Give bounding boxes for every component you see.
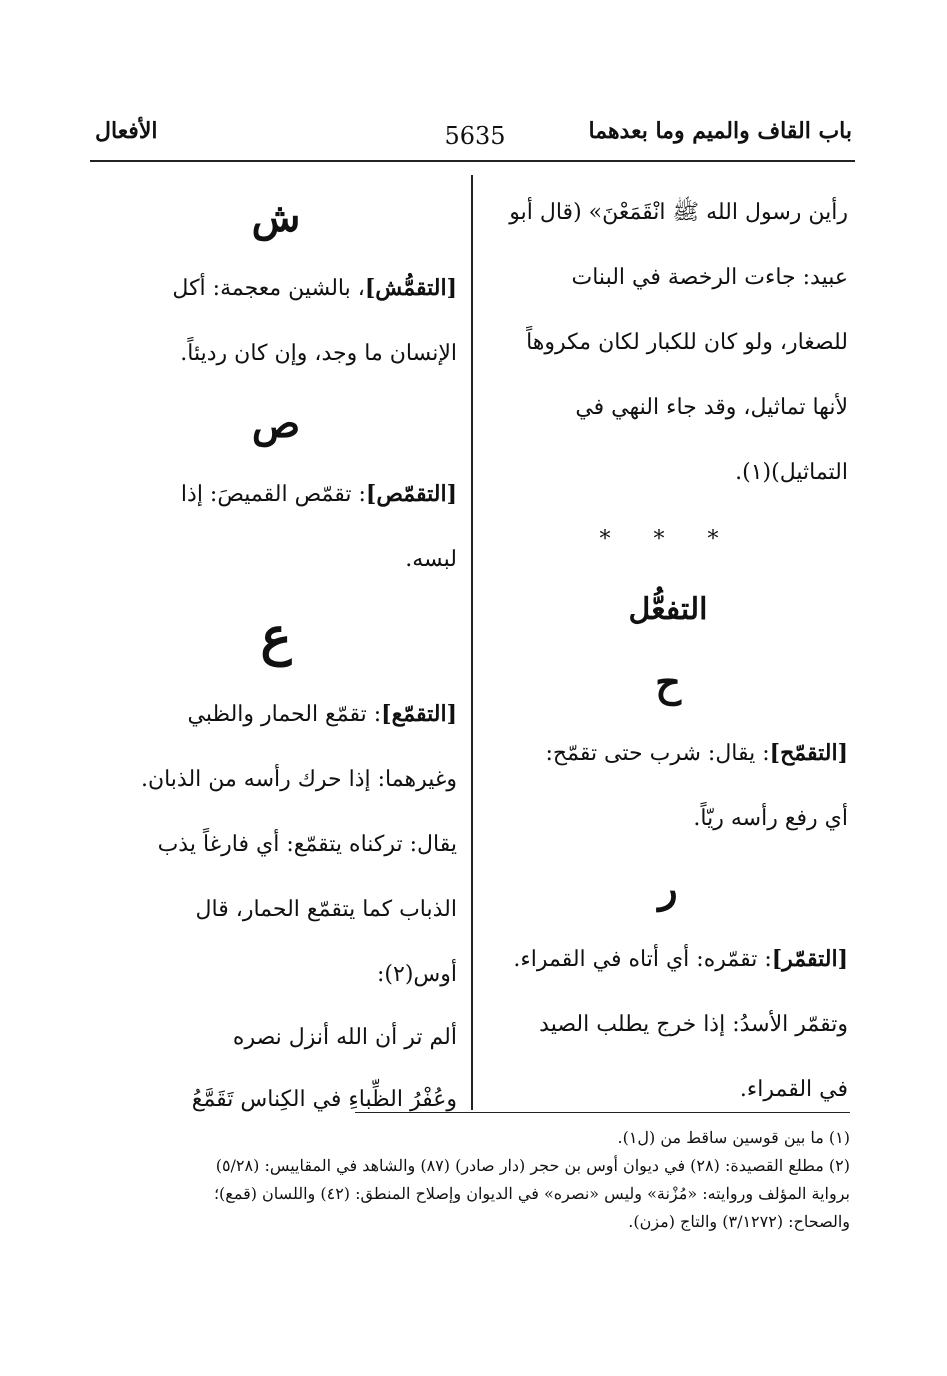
text-line: عبيد: جاءت الرخصة في البنات bbox=[571, 265, 848, 290]
entry-line bbox=[95, 462, 457, 527]
entry-line: في القمراء. bbox=[739, 1077, 848, 1102]
footnote: (١) ما بين قوسين ساقط من (ل١). bbox=[617, 1128, 850, 1147]
footnote-rule bbox=[355, 1112, 850, 1113]
entry-line: الإنسان ما وجد، وإن كان رديئاً. bbox=[180, 341, 457, 366]
section-title: التفعُّل bbox=[628, 592, 708, 627]
text-line: التماثيل)(١). bbox=[735, 460, 848, 485]
letter-heading-shin: ش bbox=[251, 194, 301, 241]
text-line: لأنها تماثيل، وقد جاء النهي في bbox=[575, 395, 848, 420]
entry-term: [التقمّع] bbox=[381, 701, 457, 727]
running-head-chapter: باب القاف والميم وما بعدهما bbox=[588, 118, 852, 144]
entry-term: [التقمّر] bbox=[771, 946, 848, 972]
entry-text: : تقمّص القميصَ: إذا bbox=[180, 482, 366, 507]
header-rule bbox=[90, 160, 855, 162]
footnotes bbox=[95, 1124, 850, 1236]
entry-line: الذباب كما يتقمّع الحمار، قال bbox=[195, 897, 457, 922]
letter-heading-sad: ص bbox=[251, 400, 301, 447]
entry-line: يقال: تركناه يتقمّع: أي فارغاً يذب bbox=[157, 832, 457, 857]
running-head-section: الأفعال bbox=[95, 118, 158, 144]
letter-heading-ra: ر bbox=[658, 865, 678, 912]
entry-term: [التقمُّش] bbox=[364, 275, 457, 301]
footnote: (٢) مطلع القصيدة: (٢٨) في ديوان أوس بن حجر (دار صادر) (٨٧) والشاهد في المقاييس: (٥/٢٨) bbox=[215, 1156, 850, 1175]
poem-verse: ألم تر أن الله أنزل نصره bbox=[232, 1025, 457, 1050]
entry-line: وغيرهما: إذا حرك رأسه من الذبان. bbox=[140, 767, 457, 792]
entry-line bbox=[95, 682, 457, 747]
entry-text: : يقال: شرب حتى تقمّح: bbox=[545, 741, 770, 766]
entry-text: ، بالشين معجمة: أكل bbox=[172, 276, 365, 301]
entry-line bbox=[488, 927, 848, 992]
left-column bbox=[95, 180, 457, 1131]
entry-term: [التقمّص] bbox=[365, 481, 457, 507]
page-number: 5635 bbox=[444, 122, 506, 150]
entry-text: : تقمّره: أي أتاه في القمراء. bbox=[513, 947, 772, 972]
entry-line bbox=[95, 256, 457, 321]
text-line: رأين رسول الله ﷺ انْقَمَعْنَ» (قال أبو bbox=[509, 200, 848, 225]
entry-line bbox=[488, 721, 848, 786]
right-column bbox=[488, 180, 848, 1122]
entry-term: [التقمّح] bbox=[769, 740, 848, 766]
entry-line: وتقمّر الأسدُ: إذا خرج يطلب الصيد bbox=[539, 1012, 848, 1037]
letter-heading-ha: ح bbox=[655, 659, 681, 706]
poem-verse: وعُفْرُ الظِّباءِ في الكِناس تَقَمَّعُ bbox=[191, 1087, 457, 1112]
letter-heading-ayn: ع bbox=[260, 606, 292, 667]
footnote: والصحاح: (٣/١٢٧٢) والتاج (مزن). bbox=[628, 1212, 850, 1231]
entry-line: أوس(٢): bbox=[376, 962, 457, 987]
entry-line: لبسه. bbox=[405, 547, 457, 572]
section-separator: * * * bbox=[599, 527, 737, 552]
text-line: للصغار، ولو كان للكبار لكان مكروهاً bbox=[526, 330, 848, 355]
column-divider bbox=[471, 175, 473, 1110]
footnote: برواية المؤلف وروايته: «مُزْنة» وليس «نصره» في الديوان وإصلاح المنطق: (٤٢) واللسان (قمع)؛ bbox=[213, 1184, 850, 1203]
entry-text: : تقمّع الحمار والظبي bbox=[187, 702, 382, 727]
entry-line: أي رفع رأسه ريّاً. bbox=[693, 806, 848, 831]
